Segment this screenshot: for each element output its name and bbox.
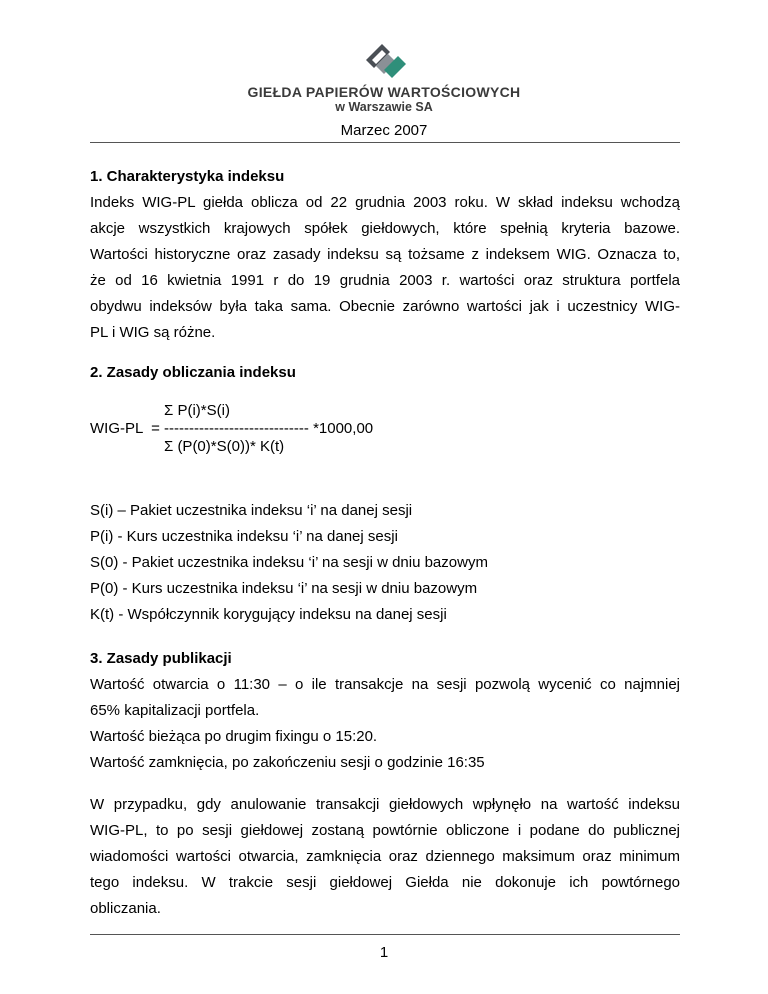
gpw-logo-icon — [362, 40, 410, 82]
body-line: Wartość otwarcia o 11:30 – o ile transakcje na sesji pozwolą wycenić co najmniej — [90, 676, 680, 693]
body-line: Wartość bieżąca po drugim fixingu o 15:20. — [90, 728, 378, 745]
body-line: akcje wszystkich krajowych spółek giełdowych, które spełnią kryteria bazowe. — [90, 220, 680, 237]
body-line: W przypadku, gdy anulowanie transakcji giełdowych wpłynęło na wartość indeksu — [90, 796, 680, 813]
section-publication-body — [90, 672, 680, 776]
body-line: obliczania. — [90, 900, 161, 917]
body-line: wiadomości wartości otwarcia, zamknięcia oraz dziennego maksimum oraz minimum — [90, 848, 680, 865]
body-line: tego indeksu. W trakcie sesji giełdowej Giełda nie dokonuje ich powtórnego — [90, 874, 680, 891]
section-heading-characteristics: 1. Charakterystyka indeksu — [90, 168, 285, 185]
footer-divider — [90, 934, 680, 935]
body-line: obydwu indeksów była taka sama. Obecnie zarówno wartości jak i uczestnicy WIG- — [90, 298, 680, 315]
definition-item: P(0) - Kurs uczestnika indeksu ‘i’ na sesji w dniu bazowym — [90, 580, 478, 597]
definition-item: P(i) - Kurs uczestnika indeksu ‘i’ na danej sesji — [90, 528, 398, 545]
section-characteristics-body — [90, 190, 680, 346]
formula-definitions — [90, 498, 680, 628]
body-line: 65% kapitalizacji portfela. — [90, 702, 260, 719]
section-publication-paragraph — [90, 792, 680, 922]
header-divider — [90, 142, 680, 143]
body-line: Wartości historyczne oraz zasady indeksu są tożsame z indeksem WIG. Oznacza to, — [90, 246, 680, 263]
definition-item: S(i) – Pakiet uczestnika indeksu ‘i’ na danej sesji — [90, 502, 413, 519]
body-line: że od 16 kwietnia 1991 r do 19 grudnia 2003 r. wartości oraz struktura portfela — [90, 272, 680, 289]
section-heading-publication: 3. Zasady publikacji — [90, 650, 232, 667]
organization-name: GIEŁDA PAPIERÓW WARTOŚCIOWYCH — [247, 84, 521, 100]
organization-location: w Warszawie SA — [335, 100, 433, 114]
body-line: WIG-PL, to po sesji giełdowej zostaną powtórnie obliczone i podane do publicznej — [90, 822, 680, 839]
definition-item: S(0) - Pakiet uczestnika indeksu ‘i’ na sesji w dniu bazowym — [90, 554, 488, 571]
formula-main: WIG-PL = ----------------------------- *1000,00 — [90, 420, 374, 437]
formula-numerator: Σ P(i)*S(i) — [164, 402, 230, 419]
body-line: Wartość zamknięcia, po zakończeniu sesji o godzinie 16:35 — [90, 754, 485, 771]
section-heading-calculation: 2. Zasady obliczania indeksu — [90, 364, 296, 381]
document-date: Marzec 2007 — [340, 122, 428, 139]
body-line: Indeks WIG-PL giełda oblicza od 22 grudnia 2003 roku. W skład indeksu wchodzą — [90, 194, 680, 211]
formula-denominator: Σ (P(0)*S(0))* K(t) — [164, 438, 285, 455]
body-line: PL i WIG są różne. — [90, 324, 216, 341]
page-number: 1 — [379, 944, 389, 961]
definition-item: K(t) - Współczynnik korygujący indeksu na danej sesji — [90, 606, 447, 623]
